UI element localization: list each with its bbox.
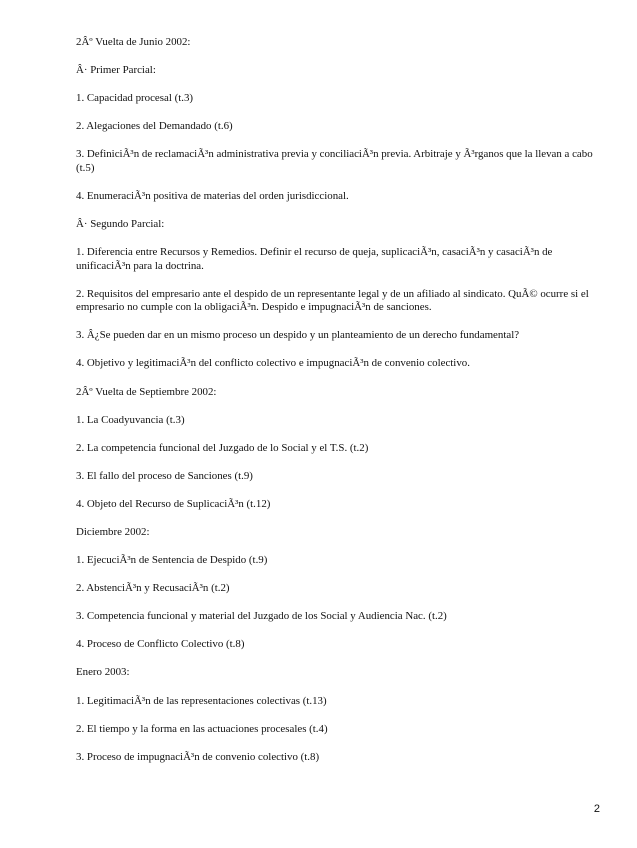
- subsection-heading-segundo-parcial: Â· Segundo Parcial:: [76, 218, 165, 231]
- question-item: 4. EnumeraciÃ³n positiva de materias del orden jurisdiccional.: [76, 189, 349, 202]
- question-item: 4. Objeto del Recurso de SuplicaciÃ³n (t.12): [76, 497, 271, 510]
- question-item: 2. Requisitos del empresario ante el despido de un representante legal y de un afiliado al sindicato. QuÃ© ocurre si el empresario no cumple con la obligaciÃ³n. Despido e impugnaciÃ³n de sanciones.: [76, 287, 589, 314]
- question-item: 1. Diferencia entre Recursos y Remedios. Definir el recurso de queja, suplicaciÃ³n, casaciÃ³n y casaciÃ³n de unificaciÃ³n para la doctrina.: [76, 246, 553, 272]
- question-item: 1. LegitimaciÃ³n de las representaciones colectivas (t.13): [76, 694, 327, 707]
- question-item: 2. La competencia funcional del Juzgado de lo Social y el T.S. (t.2): [76, 441, 369, 454]
- question-item: 1. La Coadyuvancia (t.3): [76, 413, 185, 426]
- page-number: 2: [593, 803, 600, 815]
- question-item: 1. Capacidad procesal (t.3): [76, 92, 194, 105]
- question-item: 2. Alegaciones del Demandado (t.6): [76, 120, 233, 133]
- question-item: 3. DefiniciÃ³n de reclamaciÃ³n administrativa previa y conciliaciÃ³n previa. Arbitraje y Ã³rganos que la llevan a cabo (t.5): [76, 148, 593, 174]
- section-heading-septiembre-2002: 2Âº Vuelta de Septiembre 2002:: [76, 385, 217, 398]
- subsection-heading-primer-parcial: Â· Primer Parcial:: [76, 64, 156, 77]
- question-item: 3. Proceso de impugnaciÃ³n de convenio colectivo (t.8): [76, 750, 320, 763]
- page-content: [76, 36, 606, 779]
- section-heading-junio-2002: 2Âº Vuelta de Junio 2002:: [76, 36, 191, 48]
- question-item: 3. Â¿Se pueden dar en un mismo proceso un despido y un planteamiento de un derecho fundamental?: [76, 329, 520, 342]
- question-item: 3. El fallo del proceso de Sanciones (t.9): [76, 469, 253, 482]
- question-item: 2. AbstenciÃ³n y RecusaciÃ³n (t.2): [76, 582, 230, 595]
- section-heading-enero-2003: Enero 2003:: [76, 666, 130, 679]
- question-item: 4. Proceso de Conflicto Colectivo (t.8): [76, 638, 245, 651]
- question-item: 2. El tiempo y la forma en las actuaciones procesales (t.4): [76, 722, 328, 735]
- question-item: 1. EjecuciÃ³n de Sentencia de Despido (t.9): [76, 554, 268, 567]
- section-heading-diciembre-2002: Diciembre 2002:: [76, 526, 150, 538]
- question-item: 4. Objetivo y legitimaciÃ³n del conflicto colectivo e impugnaciÃ³n de convenio colectivo.: [76, 357, 470, 370]
- question-item: 3. Competencia funcional y material del Juzgado de los Social y Audiencia Nac. (t.2): [76, 610, 447, 623]
